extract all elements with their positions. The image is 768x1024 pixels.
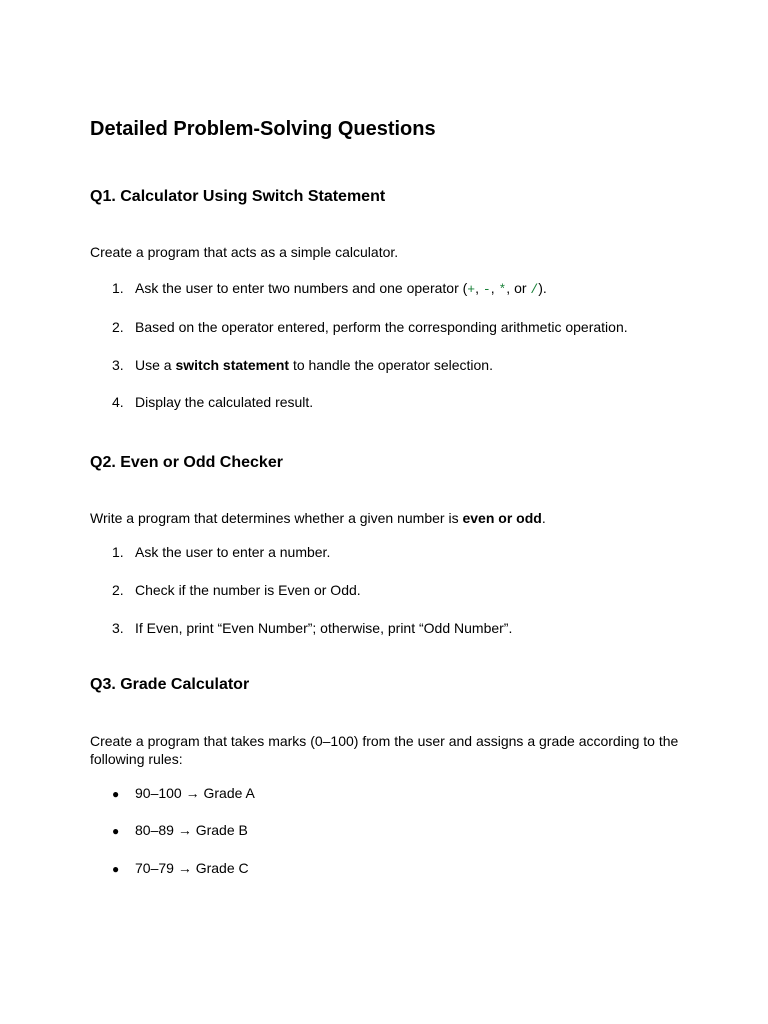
list-number: 2. — [112, 582, 124, 598]
q1-list-item: 3. Use a switch statement to handle the operator selection. — [112, 357, 493, 373]
list-number: 2. — [112, 319, 124, 335]
q1-intro: Create a program that acts as a simple calculator. — [90, 244, 399, 260]
list-number: 1. — [112, 544, 124, 560]
bold-term: switch statement — [175, 357, 290, 373]
bullet-icon: ● — [112, 787, 120, 801]
q3-heading: Q3. Grade Calculator — [90, 676, 250, 693]
bold-term: even or odd — [462, 510, 542, 526]
list-number: 1. — [112, 280, 124, 296]
q2-intro: Write a program that determines whether a given number is even or odd. — [90, 510, 546, 526]
bullet-icon: ● — [112, 862, 120, 876]
q2-heading: Q2. Even or Odd Checker — [90, 454, 283, 471]
q2-list-item: 2. Check if the number is Even or Odd. — [112, 582, 361, 598]
q3-list-item: ● 80–89 → Grade B — [112, 822, 248, 838]
operator-plus: + — [467, 282, 476, 297]
list-number: 3. — [112, 357, 124, 373]
q1-heading: Q1. Calculator Using Switch Statement — [90, 188, 386, 205]
q3-list-item: ● 70–79 → Grade C — [112, 860, 249, 876]
operator-multiply: * — [498, 282, 507, 297]
operator-divide: / — [530, 282, 539, 297]
q1-list-item: 2. Based on the operator entered, perform the corresponding arithmetic operation. — [112, 319, 628, 335]
document-title: Detailed Problem-Solving Questions — [90, 118, 436, 140]
q3-intro: Create a program that takes marks (0–100) from the user and assigns a grade according to the following rules: — [90, 733, 679, 767]
q3-list-item: ● 90–100 → Grade A — [112, 785, 255, 801]
bullet-icon: ● — [112, 824, 120, 838]
q2-list-item: 3. If Even, print “Even Number”; otherwise, print “Odd Number”. — [112, 620, 513, 636]
operator-minus: - — [482, 282, 491, 297]
q2-list-item: 1. Ask the user to enter a number. — [112, 544, 331, 560]
list-number: 4. — [112, 394, 124, 410]
list-number: 3. — [112, 620, 124, 636]
q1-list-item: 4. Display the calculated result. — [112, 394, 314, 410]
q1-list-item: 1. Ask the user to enter two numbers and one operator (+, -, *, or /). — [112, 280, 547, 297]
